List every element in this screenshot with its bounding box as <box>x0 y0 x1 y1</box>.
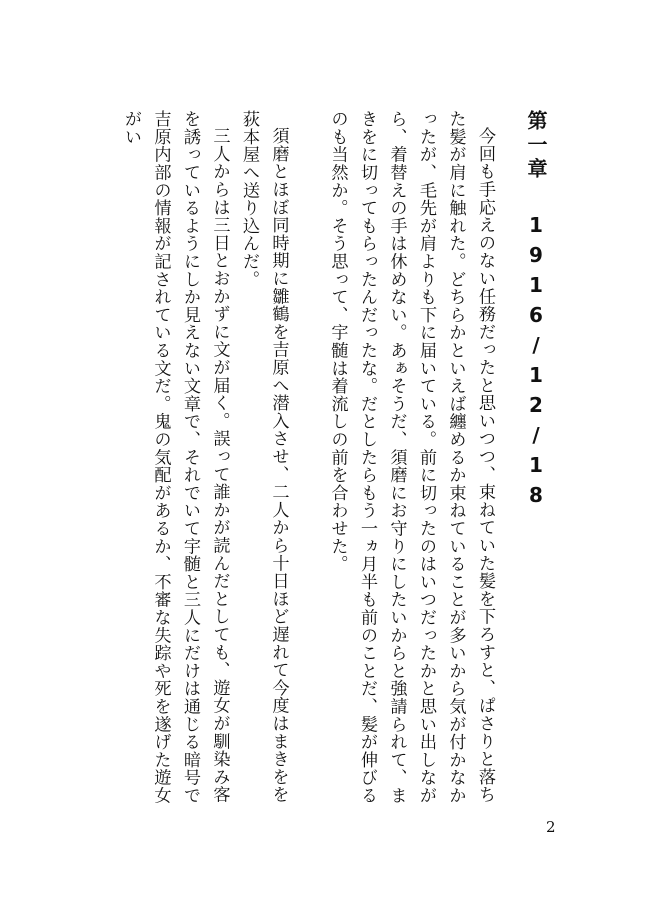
paragraph-1: 今回も手応えのない任務だったと思いつつ、束ねていた髪を下ろすと、ぱさりと落ちた髪が肩に触れた。どちらかといえば纏めるか束ねていることが多いから気が付かなかったが、毛先が肩よりも下に届いている。前に切ったのはいつだったかと思い出しながら、着替えの手は休めない。あぁそうだ、須磨にお守りにしたいからと強請られて、まきをに切ってもらったんだったな。だとしたらもう一ヵ月半も前のことだ、髪が伸びるのも当然か。そう思って、宇髄は着流しの前を合わせた。 <box>327 110 495 805</box>
page-number: 2 <box>546 818 556 836</box>
paragraph-3: 三人からは三日とおかずに文が届く。誤って誰かが読んだとしても、遊女が馴染み客を誘っているようにしか見えない文章で、それでいて宇髄と三人にだけは通じる暗号で吉原内部の情報が記されている文だ。鬼の気配があるか、不審な失踪や死を遂げた遊女がい <box>121 110 230 805</box>
blank-line <box>293 110 323 111</box>
chapter-heading <box>521 110 551 820</box>
paragraph-2: 須磨とほぼ同時期に雛鶴を吉原へ潜入させ、二人から十日ほど遅れて今度はまきをを荻本屋へ送り込んだ。 <box>239 110 289 804</box>
chapter-label: 第一章 <box>524 110 548 182</box>
vertical-text-block <box>116 110 552 820</box>
chapter-date: 1916/12/18 <box>524 212 548 513</box>
